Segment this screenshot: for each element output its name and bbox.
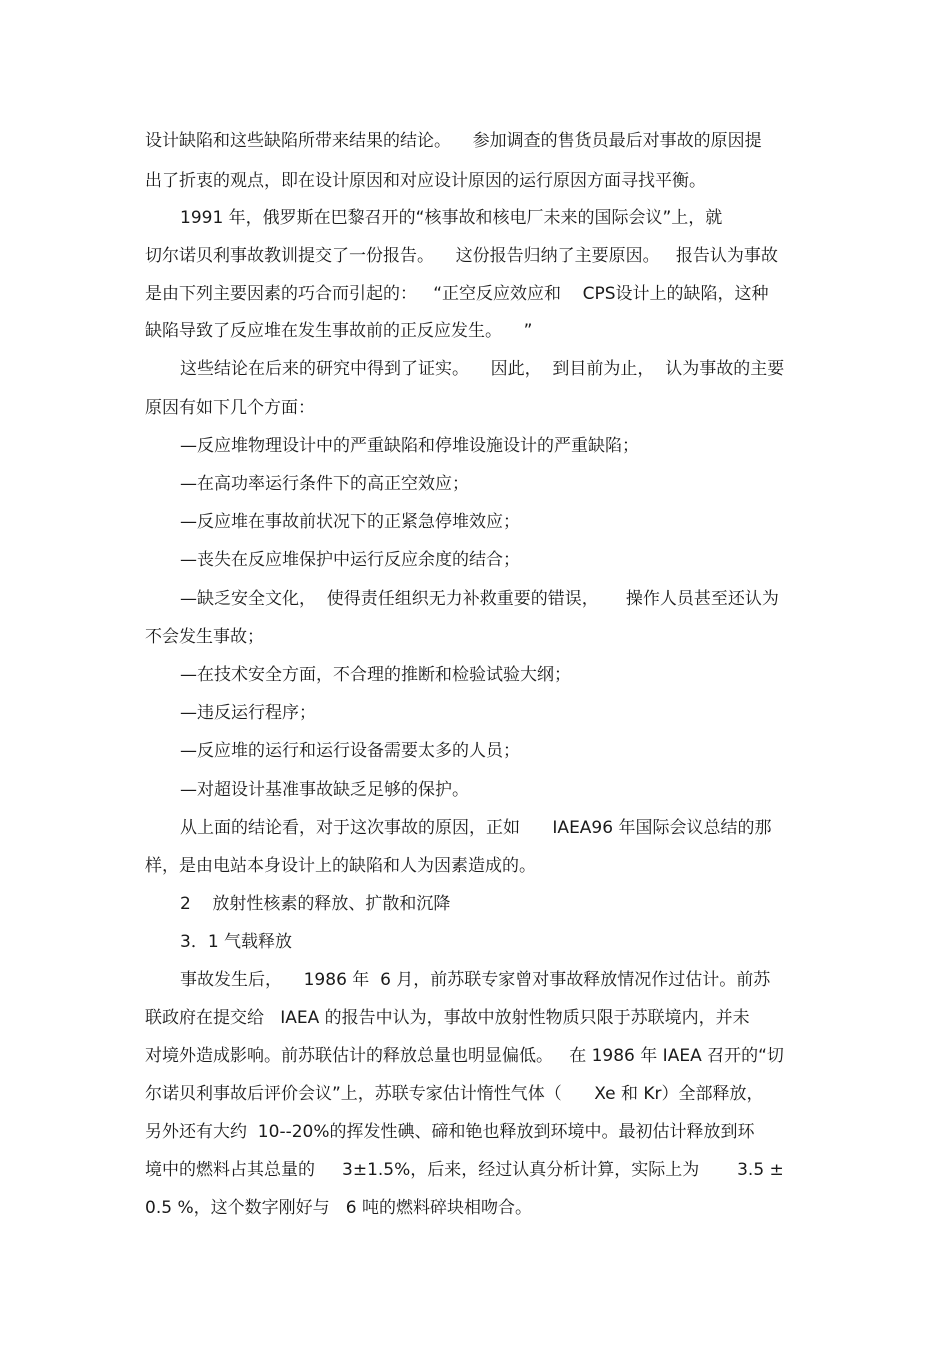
list-item: —反应堆物理设计中的严重缺陷和停堆设施设计的严重缺陷； (180, 436, 639, 456)
text-line: 是由下列主要因素的巧合而引起的： “正空反应效应和 CPS设计上的缺陷，这种 (145, 284, 769, 304)
subsection-heading: 3．1 气载释放 (180, 932, 293, 952)
list-item: —缺乏安全文化， 使得责任组织无力补救重要的错误， 操作人员甚至还认为 (180, 589, 779, 609)
text-line: 事故发生后， 1986 年 6 月，前苏联专家曾对事故释放情况作过估计。前苏 (180, 970, 771, 990)
text-line: 尔诺贝利事故后评价会议”上，苏联专家估计惰性气体（ Xe 和 Kr）全部释放， (145, 1084, 764, 1104)
list-item: —反应堆的运行和运行设备需要太多的人员； (180, 741, 520, 761)
list-item: —在高功率运行条件下的高正空效应； (180, 474, 469, 494)
list-item: —丧失在反应堆保护中运行反应余度的结合； (180, 550, 520, 570)
text-line: 设计缺陷和这些缺陷所带来结果的结论。 参加调查的售货员最后对事故的原因提 (145, 131, 762, 151)
text-line: 不会发生事故； (145, 627, 264, 647)
text-line: 从上面的结论看，对于这次事故的原因，正如 IAEA96 年国际会议总结的那 (180, 818, 772, 838)
list-item: —违反运行程序； (180, 703, 316, 723)
text-line: 0.5 %，这个数字刚好与 6 吨的燃料碎块相吻合。 (145, 1198, 533, 1218)
text-line: 另外还有大约 10--20%的挥发性碘、碲和铯也释放到环境中。最初估计释放到环 (145, 1122, 755, 1142)
list-item: —反应堆在事故前状况下的正紧急停堆效应； (180, 512, 520, 532)
text-line: 联政府在提交给 IAEA 的报告中认为，事故中放射性物质只限于苏联境内，并未 (145, 1008, 750, 1028)
list-item: —在技术安全方面，不合理的推断和检验试验大纲； (180, 665, 571, 685)
text-line: 切尔诺贝利事故教训提交了一份报告。 这份报告归纳了主要原因。 报告认为事故 (145, 246, 778, 266)
text-line: 这些结论在后来的研究中得到了证实。 因此， 到目前为止， 认为事故的主要 (180, 359, 785, 379)
text-line: 原因有如下几个方面： (145, 398, 315, 418)
section-heading: 2 放射性核素的释放、扩散和沉降 (180, 894, 451, 914)
text-line: 境中的燃料占其总量的 3±1.5%，后来，经过认真分析计算，实际上为 3.5 ± (145, 1160, 784, 1180)
text-line: 1991 年，俄罗斯在巴黎召开的“核事故和核电厂未来的国际会议”上，就 (180, 208, 723, 228)
text-line: 缺陷导致了反应堆在发生事故前的正反应发生。 ” (145, 321, 533, 341)
text-line: 对境外造成影响。前苏联估计的释放总量也明显偏低。 在 1986 年 IAEA 召开的“切 (145, 1046, 784, 1066)
text-line: 出了折衷的观点，即在设计原因和对应设计原因的运行原因方面寻找平衡。 (145, 171, 706, 191)
list-item: —对超设计基准事故缺乏足够的保护。 (180, 780, 469, 800)
text-line: 样，是由电站本身设计上的缺陷和人为因素造成的。 (145, 856, 536, 876)
